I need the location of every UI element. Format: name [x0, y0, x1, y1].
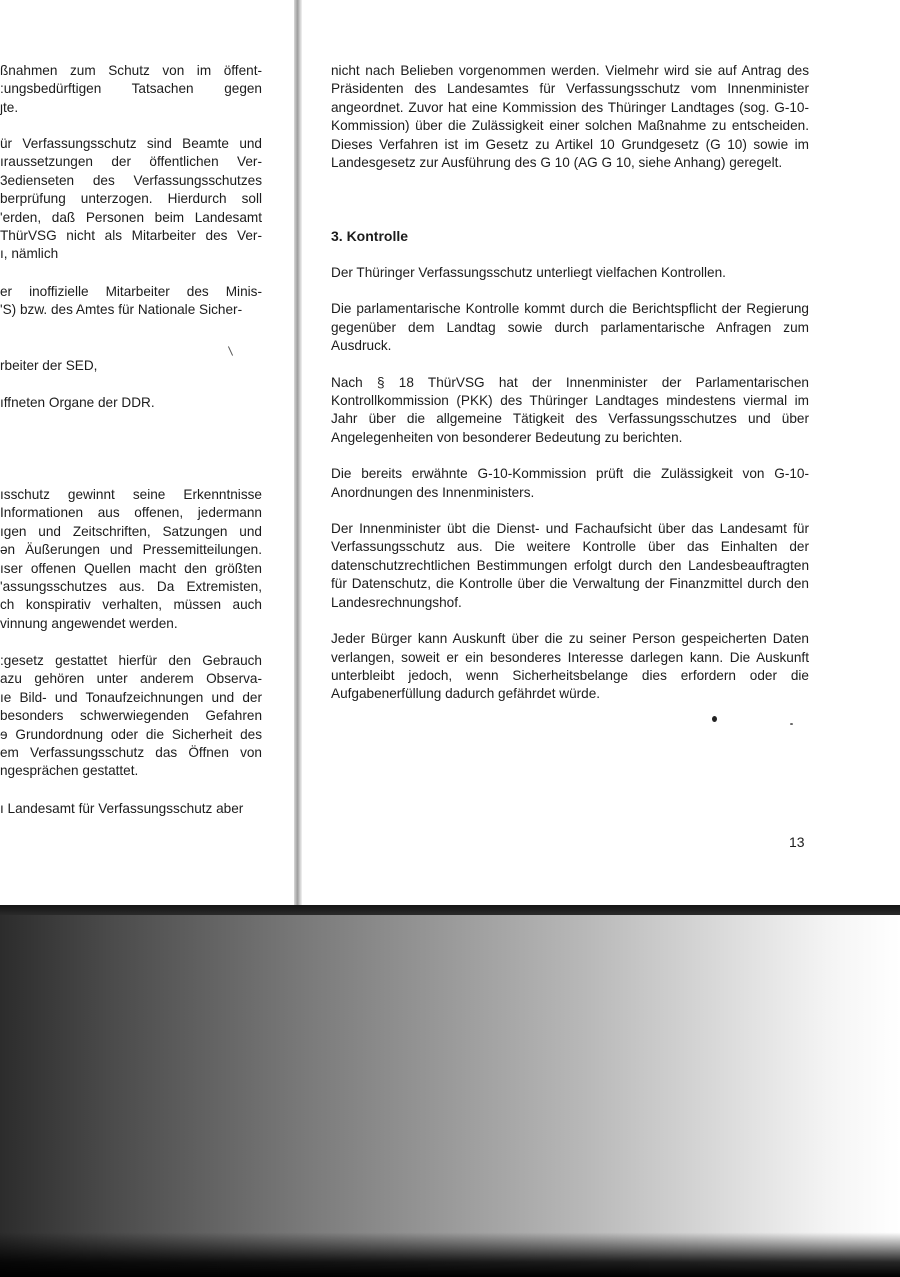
text-line: em Verfassungsschutz das Öffnen von	[0, 745, 262, 761]
scan-speck	[228, 346, 233, 355]
book-spine	[294, 0, 302, 905]
left-column-block-4	[0, 357, 262, 375]
left-column-block-8	[0, 800, 262, 818]
text-line: vinnung angewendet werden.	[0, 615, 178, 631]
right-column-body	[331, 264, 809, 704]
text-line: ch konspirativ verhalten, müssen auch	[0, 597, 262, 613]
text-line: Informationen aus offenen, jedermann	[0, 505, 262, 521]
text-line: berprüfung unterzogen. Hierdurch soll	[0, 191, 262, 207]
page-number: 13	[789, 834, 805, 850]
paragraph-parliamentary-control: Die parlamentarische Kontrolle kommt durch die Berichtspflicht der Regierung gegenüber dem Landtag sowie durch parlamentarische Anfragen zum Ausdruck.	[331, 301, 809, 354]
text-line: er inoffizielle Mitarbeiter des Minis-	[0, 284, 262, 299]
text-line: ɘ Grundordnung oder die Sicherheit des	[0, 726, 262, 742]
text-line: ngesprächen gestattet.	[0, 763, 139, 779]
left-column-block-6	[0, 486, 262, 633]
text-line: 3edienseten des Verfassungsschutzes	[0, 172, 262, 188]
text-line: rbeiter der SED,	[0, 358, 98, 373]
text-line: ür Verfassungsschutz sind Beamte und	[0, 136, 262, 151]
paragraph-pkk: Nach § 18 ThürVSG hat der Innenminister der Parlamentarischen Kontrollkommission (PKK) des Thüringer Landtages mindestens viermal im Jahr über die allgemeine Tätigkeit des Verfassungsschutzes und über Angelegenheiten von besonderer Bedeutung zu berichten.	[331, 374, 809, 445]
paragraph-supervision: Der Innenminister übt die Dienst- und Fachaufsicht über das Landesamt für Verfassungsschutz aus. Die weitere Kontrolle über das Einhalten der datenschutzrechtlichen Bestimmungen erfolgt durch den Landesbeauftragten für Datenschutz, die Kontrolle über die Verwaltung der Finanzmittel durch den Landesrechnungshof.	[331, 521, 809, 610]
text-line: ȷte.	[0, 99, 19, 115]
text-line: ıgen und Zeitschriften, Satzungen und	[0, 523, 262, 539]
text-line: ThürVSG nicht als Mitarbeiter des Ver-	[0, 228, 262, 244]
text-line: ıe Bild- und Tonaufzeichnungen und der	[0, 689, 262, 705]
left-column-block-3	[0, 283, 262, 320]
text-line: ßnahmen zum Schutz von im öffent-	[0, 63, 262, 78]
text-line: ı, nämlich	[0, 246, 59, 262]
paragraph-information-right: Jeder Bürger kann Auskunft über die zu seiner Person gespeicherten Daten verlangen, soweit er ein besonderes Interesse darlegen kann. Die Auskunft unterbleibt jedoch, wenn Sicherheitsbelange dies erfordern oder die Aufgabenerfüllung dadurch gefährdet würde.	[331, 631, 809, 702]
text-line: :ungsbedürftigen Tatsachen gegen	[0, 81, 262, 97]
text-line: ı Landesamt für Verfassungsschutz aber	[0, 801, 244, 816]
text-line: 'erden, daß Personen beim Landesamt	[0, 209, 262, 225]
left-column-block-2	[0, 135, 262, 264]
text-line: azu gehören unter anderem Observa-	[0, 671, 262, 687]
scan-speck	[790, 723, 793, 725]
text-line: :gesetz gestattet hierfür den Gebrauch	[0, 653, 262, 668]
text-line: ıffneten Organe der DDR.	[0, 395, 155, 410]
section-heading: 3. Kontrolle	[331, 228, 409, 244]
paragraph-intro: Der Thüringer Verfassungsschutz unterliegt vielfachen Kontrollen.	[331, 265, 726, 280]
text-line: 'assungsschutzes aus. Da Extremisten,	[0, 579, 262, 595]
paragraph-g10-procedure: nicht nach Belieben vorgenommen werden. Vielmehr wird sie auf Antrag des Präsidenten des Landesamtes für Verfassungsschutz vom Innenminister angeordnet. Zuvor hat eine Kommission des Thüringer Landtages (sog. G-10-Kommission) über die Zulässigkeit einer solchen Maßnahme zu entscheiden. Dieses Verfahren ist im Gesetz zu Artikel 10 Grundgesetz (G 10) sowie im Landesgesetz zur Ausführung des G 10 (AG G 10, siehe Anhang) geregelt.	[331, 63, 809, 171]
scan-speck	[712, 716, 717, 722]
text-line: ıraussetzungen der öffentlichen Ver-	[0, 154, 262, 170]
left-column-block-5	[0, 394, 262, 412]
scan-background	[0, 905, 900, 1277]
text-line: ən Äußerungen und Pressemitteilungen.	[0, 542, 262, 558]
paragraph-g10-commission: Die bereits erwähnte G-10-Kommission prüft die Zulässigkeit von G-10-Anordnungen des Innenministers.	[331, 466, 809, 500]
text-line: ısschutz gewinnt seine Erkenntnisse	[0, 487, 262, 502]
scan-edge	[0, 905, 900, 915]
text-line: besonders schwerwiegenden Gefahren	[0, 708, 262, 724]
text-line: 'S) bzw. des Amtes für Nationale Sicher-	[0, 302, 243, 318]
left-column-block-1	[0, 62, 262, 117]
left-column-block-7	[0, 652, 262, 781]
text-line: ıser offenen Quellen macht den größten	[0, 560, 262, 576]
right-column-top	[331, 62, 809, 172]
